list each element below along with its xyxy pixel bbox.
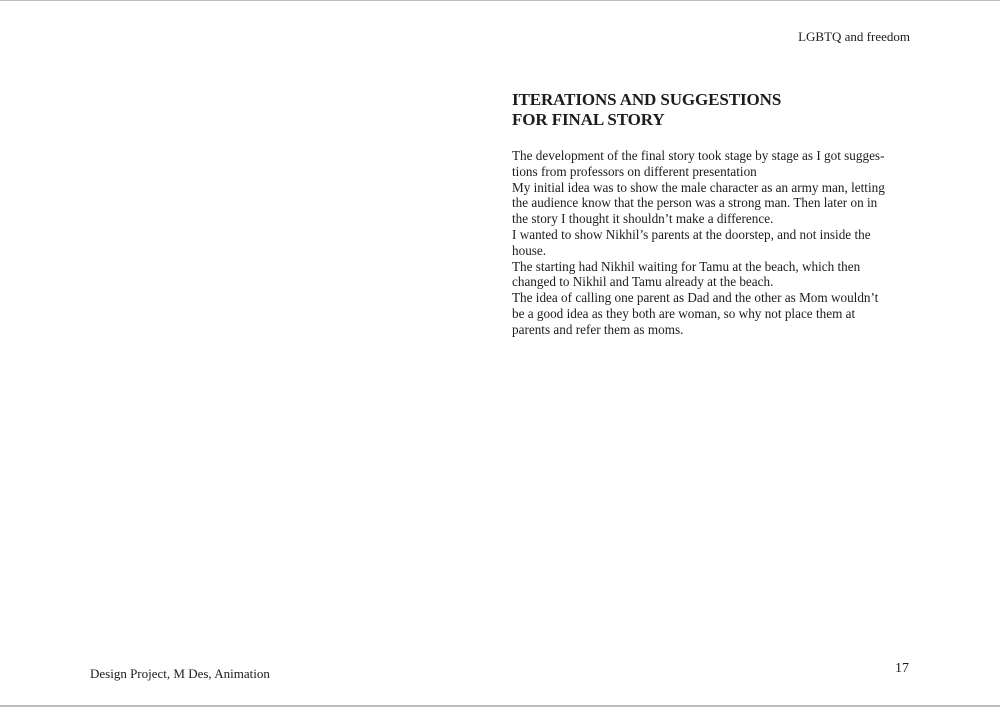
body-line: be a good idea as they both are woman, so why not place them at (512, 305, 856, 321)
body-line: the audience know that the person was a strong man. Then later on in (512, 195, 878, 211)
running-header: LGBTQ and freedom (798, 29, 910, 44)
section-title-line: FOR FINAL STORY (512, 110, 665, 129)
top-border (0, 0, 1000, 1)
body-line: changed to Nikhil and Tamu already at the beach. (512, 274, 774, 290)
page-number: 17 (895, 661, 909, 676)
footer-course-label: Design Project, M Des, Animation (90, 666, 270, 681)
section-title-line: ITERATIONS AND SUGGESTIONS (512, 90, 782, 109)
body-line: The starting had Nikhil waiting for Tamu at the beach, which then (512, 258, 861, 274)
body-line: house. (512, 242, 547, 258)
body-line: tions from professors on different presentation (512, 163, 757, 179)
body-paragraph (512, 148, 892, 338)
section-title (512, 90, 781, 130)
body-line: parents and refer them as moms. (512, 321, 684, 337)
body-line: The idea of calling one parent as Dad and the other as Mom wouldn’t (512, 290, 879, 306)
body-line: I wanted to show Nikhil’s parents at the doorstep, and not inside the (512, 226, 871, 242)
body-line: My initial idea was to show the male character as an army man, letting (512, 179, 885, 195)
body-line: the story I thought it shouldn’t make a difference. (512, 211, 774, 227)
body-line: The development of the final story took stage by stage as I got sugges- (512, 148, 885, 163)
